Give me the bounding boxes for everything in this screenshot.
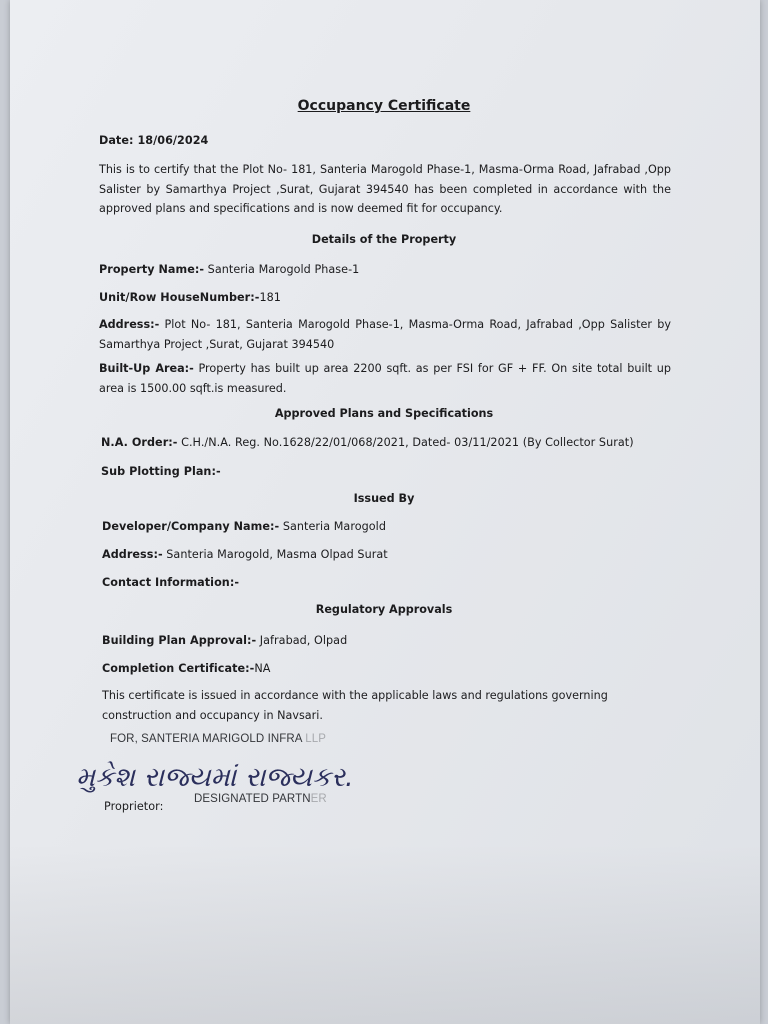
na-order-line: [101, 433, 634, 452]
designation-stamp-text: DESIGNATED PARTN: [194, 793, 311, 805]
building-plan-approval-value: Jafrabad, Olpad: [256, 634, 348, 647]
company-stamp-text: FOR, SANTERIA MARIGOLD INFRA: [110, 733, 302, 745]
property-address-label: Address:-: [99, 318, 160, 331]
building-plan-approval-line: [102, 631, 347, 650]
building-plan-approval-label: Building Plan Approval:-: [102, 634, 257, 647]
designation-stamp-faded-text: ER: [310, 793, 327, 805]
signature-text: મુકેશ રાજ્યમાં રાજ્યકર.: [76, 762, 354, 793]
property-name-line: [99, 260, 359, 279]
developer-address-value: Santeria Marogold, Masma Olpad Surat: [162, 548, 388, 561]
document-title: Occupancy Certificate: [297, 98, 471, 114]
approved-plans-heading: Approved Plans and Specifications: [274, 407, 494, 420]
property-name-label: Property Name:-: [99, 263, 205, 276]
certificate-date: Date: 18/06/2024: [99, 134, 209, 147]
company-stamp: [110, 733, 326, 745]
developer-address-line: [102, 545, 388, 564]
contact-information-label: Contact Information:-: [102, 576, 240, 589]
developer-value: Santeria Marogold: [279, 520, 386, 533]
designation-stamp: [194, 793, 327, 805]
developer-line: [102, 517, 386, 536]
na-order-label: N.A. Order:-: [101, 436, 178, 449]
intro-paragraph: This is to certify that the Plot No- 181, Santeria Marogold Phase-1, Masma-Orma Road, Jafrabad ,Opp Salister by Samarthya Project ,Surat, Gujarat 394540 has been completed in accordance with the approved plans and specifications and is now deemed fit for occupancy.: [99, 163, 671, 215]
sub-plotting-plan-label: Sub Plotting Plan:-: [101, 465, 221, 478]
unit-number-value: 181: [259, 291, 281, 304]
issued-by-heading: Issued By: [353, 492, 415, 505]
property-name-value: Santeria Marogold Phase-1: [204, 263, 360, 276]
na-order-value: C.H./N.A. Reg. No.1628/22/01/068/2021, Dated- 03/11/2021 (By Collector Surat): [177, 436, 634, 449]
completion-certificate-value: NA: [254, 662, 271, 675]
property-address-value: Plot No- 181, Santeria Marogold Phase-1, Masma-Orma Road, Jafrabad ,Opp Salister by Samarthya Project ,Surat, Gujarat 394540: [99, 318, 671, 351]
closing-paragraph: This certificate is issued in accordance with the applicable laws and regulations governing construction and occupancy in Navsari.: [102, 689, 608, 722]
unit-number-line: [99, 288, 281, 307]
handwritten-signature: [72, 752, 472, 798]
developer-address-label: Address:-: [102, 548, 163, 561]
completion-certificate-label: Completion Certificate:-: [102, 662, 255, 675]
completion-certificate-line: [102, 659, 270, 678]
property-address-paragraph: [99, 315, 671, 354]
regulatory-approvals-heading: Regulatory Approvals: [315, 603, 453, 616]
certificate-sheet: [10, 0, 760, 1024]
builtup-area-label: Built-Up Area:-: [99, 362, 194, 375]
unit-number-label: Unit/Row HouseNumber:-: [99, 291, 260, 304]
builtup-area-paragraph: [99, 359, 671, 398]
company-stamp-faded-text: LLP: [301, 733, 327, 745]
builtup-area-value: Property has built up area 2200 sqft. as per FSI for GF + FF. On site total built up area is 1500.00 sqft.is measured.: [99, 362, 671, 395]
proprietor-label: Proprietor:: [104, 800, 164, 813]
property-details-heading: Details of the Property: [311, 233, 457, 246]
developer-label: Developer/Company Name:-: [102, 520, 280, 533]
